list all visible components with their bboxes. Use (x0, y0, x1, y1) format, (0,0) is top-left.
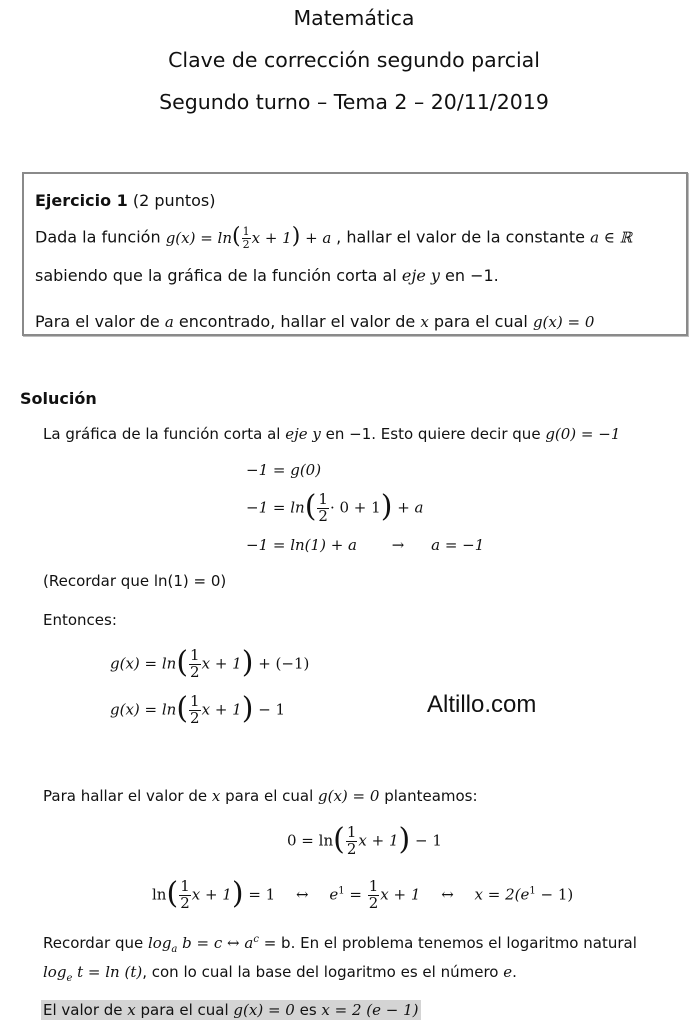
function-g-equation-2: g(x) = ln( $\frac{1}{2}$ x + 1) − 1 (110, 691, 286, 727)
exercise-points: (2 puntos) (132, 191, 216, 210)
paren-left: ( (232, 224, 241, 249)
double-arrow-icon: ↔ (296, 885, 309, 904)
solution-paragraph-1: La gráfica de la función corta al eje y en −1. Esto quiere decir que g(0) = −1 (43, 425, 621, 443)
eje-y-term: eje y (401, 266, 440, 285)
double-arrow-icon: ↔ (441, 885, 454, 904)
final-answer-value: x = 2 (e − 1) (321, 1001, 419, 1019)
function-lhs: g(x) = ln (165, 228, 233, 247)
exercise-line-3: Para el valor de a encontrado, hallar el valor de x para el cual g(x) = 0 (35, 312, 595, 331)
equation-5: ln( $\frac{1}{2}$ x + 1) = 1 ↔ $e^1$ = $\frac{1}{2}$ x + 1 ↔ $x = 2(e^1 - 1)$ (152, 876, 574, 912)
equation-4: 0 = ln( $\frac{1}{2}$ x + 1) − 1 (287, 822, 442, 858)
exercise-heading (35, 191, 215, 210)
equation-3: −1 = ln(1) + a → a = −1 (246, 536, 485, 554)
solution-paragraph-2: Para hallar el valor de x para el cual g(x) = 0 planteamos: (43, 787, 478, 805)
document-title: Clave de corrección segundo parcial (168, 48, 540, 72)
paren-right: ) (291, 224, 301, 249)
fraction-one-half: $\frac{1}{2}$ (242, 225, 250, 251)
equation-1: −1 = g(0) (246, 461, 322, 479)
function-definition (165, 224, 336, 251)
constant-domain: a ∈ ℝ (590, 228, 633, 247)
exercise-line-1-text-2: , hallar el valor de la constante (336, 227, 591, 247)
function-inner: x + 1 (251, 228, 292, 247)
entonces-label: Entonces: (43, 611, 117, 629)
right-arrow-icon: → (391, 536, 405, 554)
remember-ln: (Recordar que ln(1) = 0) (43, 572, 227, 590)
document-subtitle: Segundo turno – Tema 2 – 20/11/2019 (159, 90, 549, 114)
zero-condition: g(x) = 0 (532, 313, 595, 331)
final-answer: El valor de x para el cual g(x) = 0 es x = 2 (e − 1) (43, 1001, 419, 1019)
solution-paragraph-3: Recordar que $\log_a b = c$ ↔ $a^c = b$. En el problema tenemos el logaritmo natural (43, 934, 637, 955)
function-g-equation-1: g(x) = ln( $\frac{1}{2}$ x + 1) + (−1) (110, 645, 310, 681)
watermark: Altillo.com (427, 691, 537, 718)
fraction-one-half: $\frac{1}{2}$ (318, 490, 328, 525)
exercise-line-1 (35, 226, 632, 251)
function-constant: + a (305, 228, 332, 247)
a-value: a = −1 (431, 536, 485, 554)
intercept-condition: g(0) = −1 (545, 425, 621, 443)
exercise-line-2: sabiendo que la gráfica de la función corta al eje y en −1. (35, 266, 499, 285)
exercise-line-1-text: Dada la función (35, 227, 166, 247)
solution-heading: Solución (20, 389, 97, 408)
equation-2: −1 = ln( $\frac{1}{2}$ · 0 + 1) + a (246, 489, 424, 525)
solution-paragraph-4: $\log_e t = \ln (t)$, con lo cual la base del logaritmo es el número e. (43, 963, 517, 984)
subject-title: Matemática (293, 6, 415, 30)
exercise-label: Ejercicio 1 (35, 191, 128, 210)
